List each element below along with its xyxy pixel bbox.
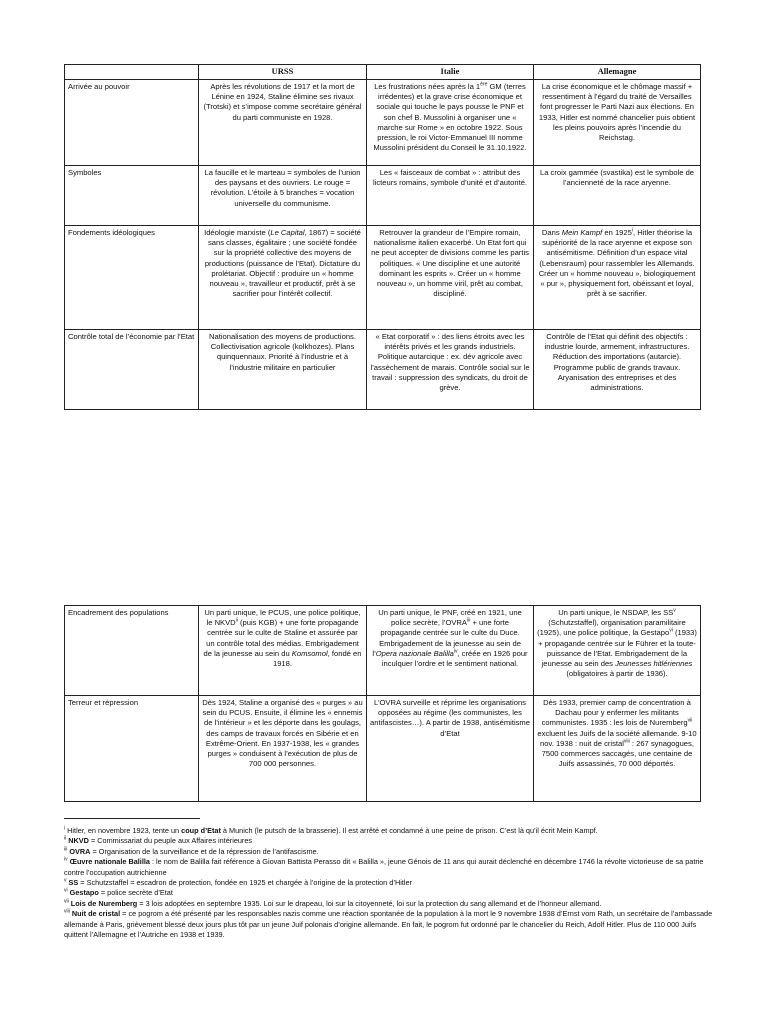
cell-urss: Un parti unique, le PCUS, une police politique, le NKVD$^{ii}$ (puis KGB) + une forte propagande centrée sur le culte de Staline et assurée par un contrôle total des médias. Embrigadement de la jeunesse au sein du Komsomol, fondé en 1918. — [199, 606, 367, 696]
comparison-table-top — [64, 64, 701, 410]
header-urss: URSS — [199, 65, 367, 80]
table-row — [65, 226, 701, 330]
comparison-table-bottom — [64, 605, 701, 802]
footnote: $^i$ Hitler, en novembre 1923, tente un coup d’Etat à Munich (le putsch de la brasserie). Il est arrêté et condamné à une peine de prison. C’est là qu’il écrit Mein Kampf. — [64, 825, 598, 835]
footnote-separator — [64, 818, 200, 819]
footnote: $^v$ SS = Schutzstaffel = escadron de protection, fondée en 1925 et chargée à l’origine de la protection d’Hitler — [64, 877, 412, 888]
cell-italie: Retrouver la grandeur de l’Empire romain, nationalisme italien exacerbé. Un Etat fort qui ne peut accepter de divisions comme les partis politiques. « Une discipline et une autorité dominant les esprits ». Créer un « homme nouveau », un homme viril, prêt au combat, discipliné. — [367, 226, 534, 330]
table-row — [65, 166, 701, 226]
footnote: $^{vii}$ Lois de Nuremberg = 3 lois adoptées en septembre 1935. Loi sur le drapeau, loi sur la citoyenneté, loi sur la protection du sang allemand et de l’honneur allemand. — [64, 898, 602, 908]
row-label: Terreur et répression — [65, 696, 199, 802]
cell-allemagne: La crise économique et le chômage massif + ressentiment à l’égard du traité de Versailles font progresser le Parti Nazi aux élections. En 1933, Hitler est nommé chancelier puis obtient les pleins pouvoirs après l’incendie du Reichstag. — [534, 80, 701, 166]
cell-italie: Les « faisceaux de combat » : attribut des licteurs romains, symbole d’unité et d’autorité. — [367, 166, 534, 226]
cell-urss: Dès 1924, Staline a organisé des « purges » au sein du PCUS. Ensuite, il élimine les « ennemis de l’intérieur » et les déporte dans les goulags, des camps de travaux forcés en Sibérie et en Extrême-Orient. En 1937-1938, les « grandes purges » conduisent à l’exécution de plus de 700 000 personnes. — [199, 696, 367, 802]
cell-italie: Un parti unique, le PNF, créé en 1921, une police secrète, $l’OVRA^{iii}$ + une forte propagande centrée sur le culte du Duce. Embrigadement de la jeunesse au sein de l’Opera nazionale Balilla$^{iv}$, créée en 1926 pour inculquer l’ordre et le sentiment national. — [367, 606, 534, 696]
header-italie: Italie — [367, 65, 534, 80]
cell-italie: « Etat corporatif » : des liens étroits avec les intérêts privés et les grands industriels. Politique autarcique : ex. dév agricole avec l’assèchement de marais. Contrôle social sur le travail : suppression des syndicats, du droit de grève. — [367, 330, 534, 410]
cell-allemagne: Dans Mein Kampf en 1925$^i$, Hitler théorise la supériorité de la race aryenne et expose son antisémitisme. Définition d’un espace vital (Lebensraum) pour rassembler les Allemands. Créer un « homme nouveau », biologiquement « pur », physiquement fort, obéissant et loyal, prêt à se sacrifier. — [534, 226, 701, 330]
cell-urss: La faucille et le marteau = symboles de l’union des paysans et des ouvriers. Le rouge = révolution. L’étoile à 5 branches = vocation universelle du communisme. — [199, 166, 367, 226]
cell-allemagne: Dès 1933, premier camp de concentration à Dachau pour y enfermer les militants communistes. 1935 : les lois de Nuremberg$^{vii}$ excluent les Juifs de la société allemande. 9-10 nov. 1938 : nuit de cristal$^{viii}$ : 267 synagogues, 7500 commerces saccagés, une centaine de Juifs assassinés, 70 000 déportés. — [534, 696, 701, 802]
header-empty — [65, 65, 199, 80]
row-label: Fondements idéologiques — [65, 226, 199, 330]
footnote: $^{viii}$ Nuit de cristal = ce pogrom a été présenté par les responsables nazis comme une réaction spontanée de la population à la mort le 9 novembre 1938 d’Ernst vom Rath, un secrétaire de l’ambassade allemande à Paris, grièvement blessé deux jours plus tôt par un jeune Juif polonais d’origine allemande. En fait, le pogrom fut ordonné par le chancelier du Reich, Adolf Hitler. Plus de 110 000 Juifs quittent l’Allemagne et l’Autriche en 1938 et 1939. — [64, 908, 713, 940]
table-row — [65, 80, 701, 166]
footnote: $^{vi}$ Gestapo = police secrète d’Etat — [64, 888, 173, 898]
cell-urss: Idéologie marxiste (Le Capital, 1867) = société sans classes, égalitaire ; une société fondée sur la propriété collective des moyens de productions (puissance de l’Etat). Dictature du prolétariat. Objectif : produire un « homme nouveau », travailleur et productif, prêt à se sacrifier pour l’intérêt collectif. — [199, 226, 367, 330]
row-label: Encadrement des populations — [65, 606, 199, 696]
footnote: $^{iv}$ Œuvre nationale Balilla : le nom de Balilla fait référence à Giovan Battista Perasso dit « Balilla », jeune Génois de 11 ans qui aurait déclenché en décembre 1746 la révolte victorieuse de sa patrie contre l’occupation autrichienne — [64, 856, 704, 877]
footnotes — [64, 826, 714, 940]
table-header-row — [65, 65, 701, 80]
cell-allemagne: La croix gammée (svastika) est le symbole de l’ancienneté de la race aryenne. — [534, 166, 701, 226]
table-row — [65, 330, 701, 410]
row-label: Contrôle total de l’économie par l’Etat — [65, 330, 199, 410]
footnote: $^{ii}$ NKVD = Commissariat du peuple aux Affaires intérieures — [64, 835, 253, 846]
cell-italie: L’OVRA surveille et réprime les organisations opposées au régime (les communistes, les antifascistes…). A partir de 1938, antisémitisme d’Etat — [367, 696, 534, 802]
row-label: Arrivée au pouvoir — [65, 80, 199, 166]
cell-allemagne: Contrôle de l’Etat qui définit des objectifs : industrie lourde, armement, infrastructures. Réduction des importations (autarcie). Programme public de grands travaux. Aryanisation des entreprises et des administrations. — [534, 330, 701, 410]
cell-italie: Les frustrations nées après la 1ère GM (terres irrédentes) et la grave crise économique et sociale qui touche le pays pousse le PNF et son chef B. Mussolini à organiser une « marche sur Rome » en octobre 1922. Sous pression, le roi Victor-Emmanuel III nomme Mussolini président du Conseil le 31.10.1922. — [367, 80, 534, 166]
cell-allemagne: Un parti unique, le NSDAP, les $SS^v$ (Schutzstaffel), organisation paramilitaire (1925), une police politique, la Gestapo$^{vi}$ (1933) + propagande centrée sur le Führer et la toute-puissance de l’Etat. Embrigadement de la jeunesse au sein des Jeunesses hitlériennes (obligatoires à partir de 1936). — [534, 606, 701, 696]
footnote: $^{iii}$ OVRA = Organisation de la surveillance et de la répression de l’antifascisme. — [64, 846, 319, 856]
cell-urss: Nationalisation des moyens de productions. Collectivisation agricole (kolkhozes). Plans quinquennaux. Priorité à l’industrie et à l’industrie militaire en particulier — [199, 330, 367, 410]
row-label: Symboles — [65, 166, 199, 226]
table-row — [65, 696, 701, 802]
table-row — [65, 606, 701, 696]
cell-urss: Après les révolutions de 1917 et la mort de Lénine en 1924, Staline élimine ses rivaux (Trotski) et s’impose comme secrétaire général du parti communiste en 1928. — [199, 80, 367, 166]
header-allemagne: Allemagne — [534, 65, 701, 80]
